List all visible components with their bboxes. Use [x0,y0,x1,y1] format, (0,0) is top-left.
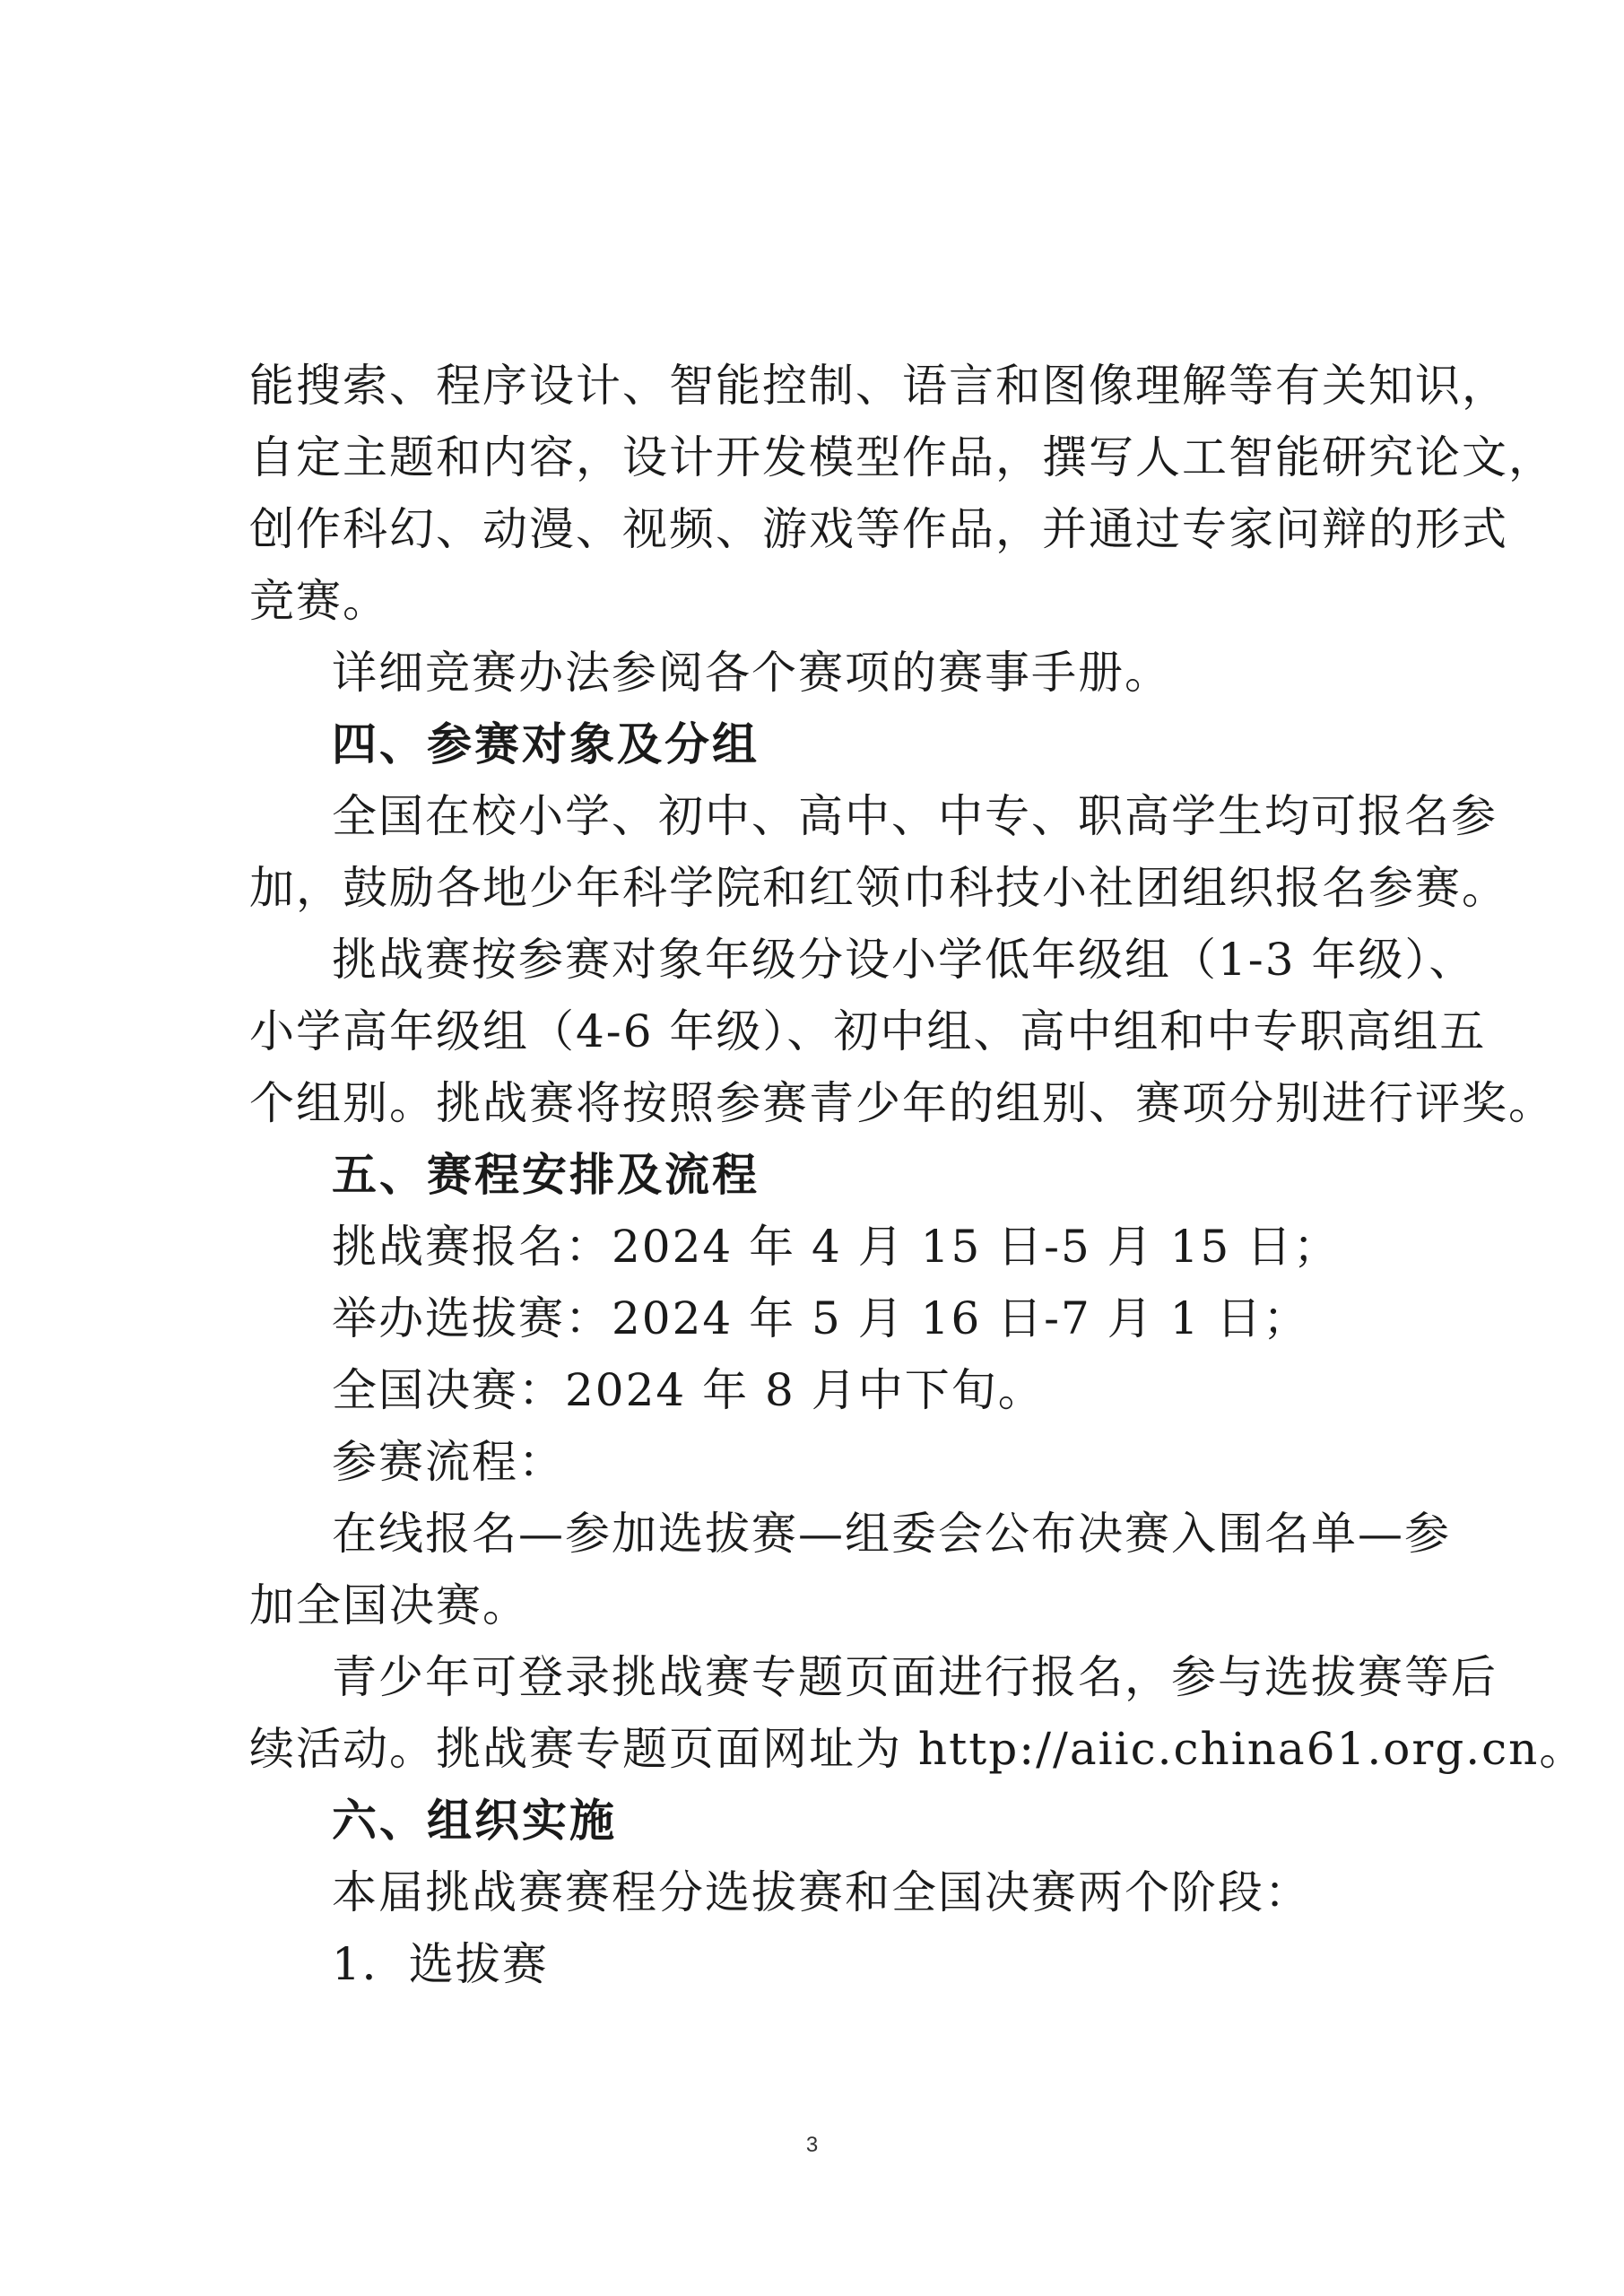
paragraph-line: 竞赛。 [249,575,389,627]
section-heading: 四、参赛对象及分组 [332,718,760,770]
paragraph-line: 参赛流程： [332,1436,565,1488]
paragraph-line: 能搜索、程序设计、智能控制、语言和图像理解等有关知识， [249,360,1508,412]
paragraph-line: 个组别。挑战赛将按照参赛青少年的组别、赛项分别进行评奖。 [249,1077,1555,1129]
schedule-line: 全国决赛：2024 年 8 月中下旬。 [332,1364,1045,1416]
paragraph-line: 小学高年级组（4-6 年级）、初中组、高中组和中专职高组五 [249,1005,1487,1057]
page-number: 3 [805,2133,819,2157]
schedule-line: 挑战赛报名：2024 年 4 月 15 日-5 月 15 日； [332,1221,1341,1273]
paragraph-line: 自定主题和内容，设计开发模型作品，撰写人工智能研究论文， [249,431,1555,483]
paragraph-line: 续活动。挑战赛专题页面网址为 http://aiic.china61.org.cn。 [249,1723,1586,1775]
paragraph-line: 本届挑战赛赛程分选拔赛和全国决赛两个阶段： [332,1866,1311,1918]
paragraph-line: 加全国决赛。 [249,1579,529,1631]
paragraph-line: 加，鼓励各地少年科学院和红领巾科技小社团组织报名参赛。 [249,862,1508,914]
section-heading: 五、赛程安排及流程 [332,1149,760,1201]
list-item-heading: 1．选拔赛 [332,1938,549,1990]
paragraph-line: 在线报名—参加选拔赛—组委会公布决赛入围名单—参 [332,1508,1451,1560]
paragraph-line: 青少年可登录挑战赛专题页面进行报名，参与选拔赛等后 [332,1651,1498,1703]
paragraph-line: 详细竞赛办法参阅各个赛项的赛事手册。 [332,647,1171,699]
paragraph-line: 创作科幻、动漫、视频、游戏等作品，并通过专家问辩的形式 [249,503,1508,555]
schedule-line: 举办选拔赛：2024 年 5 月 16 日-7 月 1 日； [332,1292,1310,1344]
section-heading: 六、组织实施 [332,1795,617,1847]
paragraph-line: 全国在校小学、初中、高中、中专、职高学生均可报名参 [332,790,1498,842]
paragraph-line: 挑战赛按参赛对象年级分设小学低年级组（1-3 年级）、 [332,934,1476,986]
